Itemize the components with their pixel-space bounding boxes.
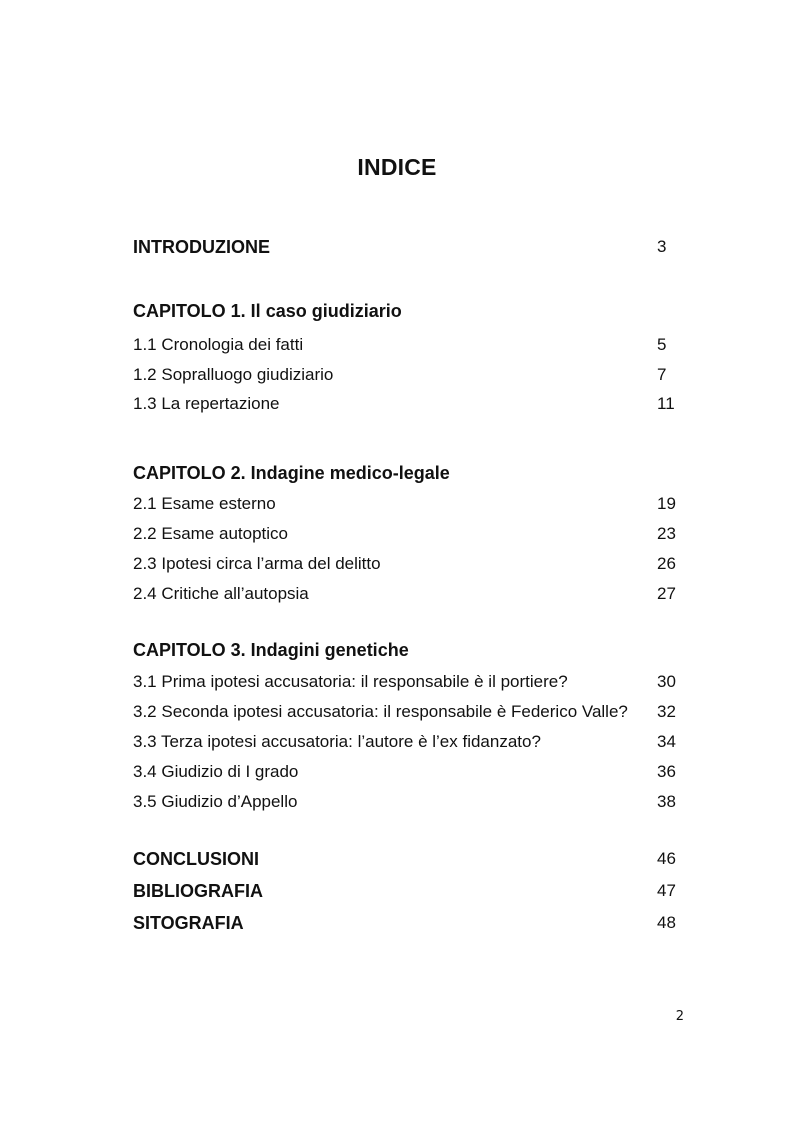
toc-entry-label: 2.3 Ipotesi circa l’arma del delitto [133,554,381,573]
toc-entry-page: 47 [657,881,676,900]
toc-entry-page: 5 [657,335,667,354]
toc-entry [133,335,693,359]
toc-entry-page: 38 [657,792,676,811]
toc-entry-sitografia [133,913,693,937]
toc-entry-page: 3 [657,237,667,256]
toc-entry-conclusioni [133,849,693,873]
toc-entry-label: 3.2 Seconda ipotesi accusatoria: il responsabile è Federico Valle? [133,702,628,721]
toc-entry-label: BIBLIOGRAFIA [133,881,263,901]
toc-entry-page: 32 [657,702,676,721]
page-number: 2 [675,1009,684,1024]
toc-entry-introduzione [133,237,693,261]
toc-entry-page: 23 [657,524,676,543]
toc-entry-label: INTRODUZIONE [133,237,270,257]
toc-entry [133,554,693,578]
toc-entry-page: 26 [657,554,676,573]
toc-entry-label: 2.1 Esame esterno [133,494,276,513]
toc-entry-label: SITOGRAFIA [133,913,244,933]
toc-entry-page: 19 [657,494,676,513]
toc-entry [133,762,693,786]
toc-entry-label: 3.5 Giudizio d’Appello [133,792,298,811]
toc-entry [133,365,693,389]
toc-entry [133,494,693,518]
toc-entry [133,792,693,816]
toc-entry-label: CONCLUSIONI [133,849,259,869]
toc-entry-page: 34 [657,732,676,751]
toc-entry-page: 46 [657,849,676,868]
chapter-3-heading [133,640,693,664]
toc-entry-label: 1.3 La repertazione [133,394,280,413]
toc-entry-label: 1.1 Cronologia dei fatti [133,335,304,354]
chapter-title: CAPITOLO 2. Indagine medico-legale [133,463,450,483]
toc-entry-page: 27 [657,584,676,603]
toc-entry [133,732,693,756]
toc-entry-bibliografia [133,881,693,905]
toc-entry [133,672,693,696]
toc-entry-label: 2.2 Esame autoptico [133,524,288,543]
toc-entry-label: 3.4 Giudizio di I grado [133,762,299,781]
toc-entry [133,584,693,608]
toc-entry-page: 7 [657,365,667,384]
toc-entry-label: 2.4 Critiche all’autopsia [133,584,309,603]
toc-entry-page: 36 [657,762,676,781]
toc-entry-label: 1.2 Sopralluogo giudiziario [133,365,334,384]
toc-entry [133,394,693,418]
page-title: INDICE [357,154,437,180]
toc-entry-label: 3.3 Terza ipotesi accusatoria: l’autore è l’ex fidanzato? [133,732,541,751]
chapter-2-heading [133,463,693,487]
chapter-title: CAPITOLO 3. Indagini genetiche [133,640,409,660]
toc-entry-page: 11 [657,394,675,413]
toc-entry [133,702,693,726]
toc-entry-label: 3.1 Prima ipotesi accusatoria: il responsabile è il portiere? [133,672,568,691]
chapter-title: CAPITOLO 1. Il caso giudiziario [133,301,402,321]
toc-entry [133,524,693,548]
toc-entry-page: 48 [657,913,676,932]
chapter-1-heading [133,301,693,325]
toc-entry-page: 30 [657,672,676,691]
